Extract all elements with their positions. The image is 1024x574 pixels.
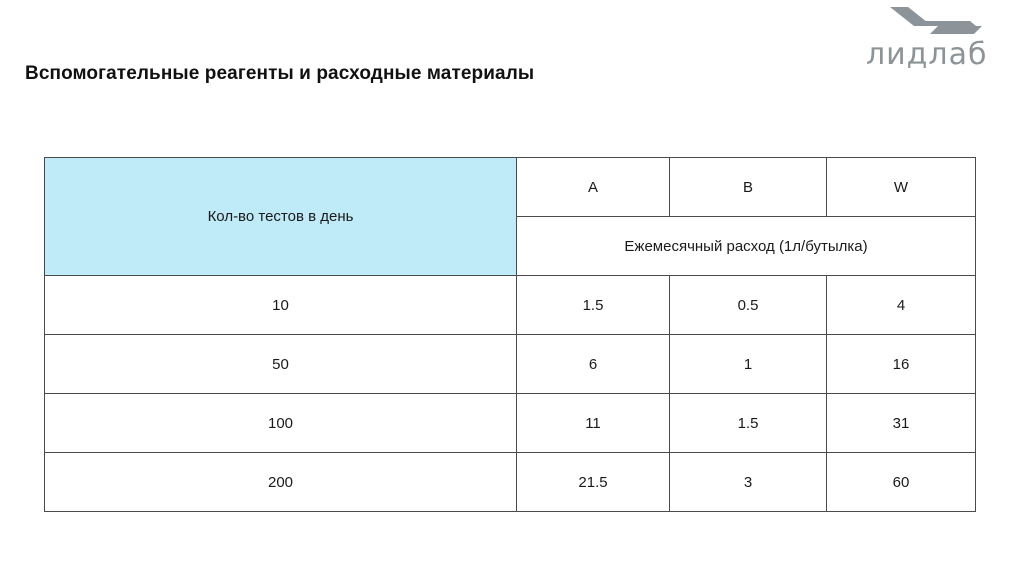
cell-a: 6 (517, 335, 670, 394)
cell-w: 31 (827, 394, 976, 453)
cell-w: 4 (827, 276, 976, 335)
cell-b: 1.5 (670, 394, 827, 453)
cell-tests: 100 (45, 394, 517, 453)
cell-tests: 50 (45, 335, 517, 394)
table-header-row (45, 158, 976, 217)
cell-a: 11 (517, 394, 670, 453)
table-row (45, 394, 976, 453)
cell-w: 16 (827, 335, 976, 394)
cell-a: 21.5 (517, 453, 670, 512)
header-col-b: B (670, 158, 827, 217)
page-title: Вспомогательные реагенты и расходные материалы (25, 63, 535, 84)
logo-text: лидлаб (866, 37, 988, 72)
header-col-a: A (517, 158, 670, 217)
cell-b: 0.5 (670, 276, 827, 335)
consumption-table (44, 157, 976, 512)
cell-b: 3 (670, 453, 827, 512)
table-row (45, 335, 976, 394)
table-row (45, 276, 976, 335)
header-tests-per-day: Кол-во тестов в день (45, 158, 517, 276)
header-col-w: W (827, 158, 976, 217)
cell-a: 1.5 (517, 276, 670, 335)
cell-b: 1 (670, 335, 827, 394)
header-monthly-consumption: Ежемесячный расход (1л/бутылка) (517, 217, 976, 276)
table-row (45, 453, 976, 512)
cell-tests: 10 (45, 276, 517, 335)
cell-tests: 200 (45, 453, 517, 512)
cell-w: 60 (827, 453, 976, 512)
